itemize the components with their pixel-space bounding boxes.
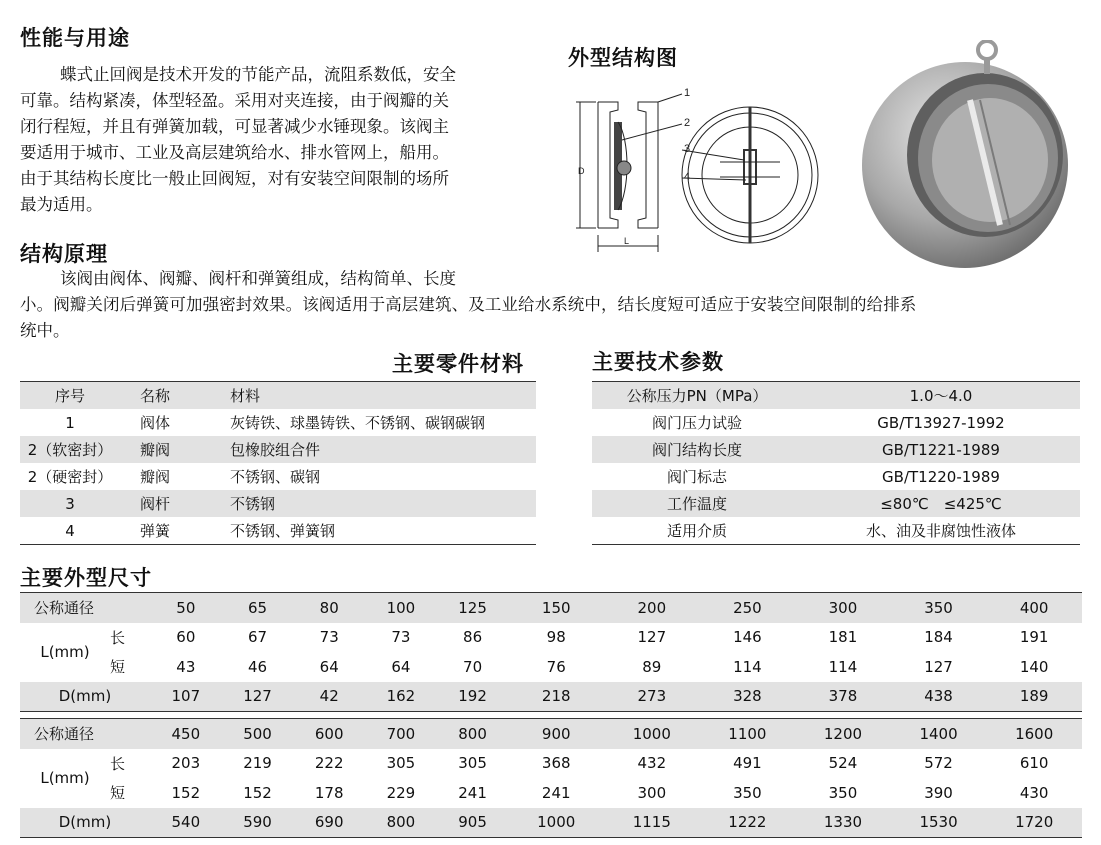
table-cell: 2（软密封）: [20, 436, 120, 463]
dn-value: 450: [150, 719, 222, 749]
diameter-value: 192: [437, 682, 509, 712]
diameter-value: 1720: [986, 808, 1082, 838]
length-long-value: 73: [391, 628, 411, 647]
table-row: [592, 436, 1080, 463]
table-cell: 灰铸铁、球墨铸铁、不锈钢、碳钢碳钢: [230, 414, 486, 432]
length-short-value: 89: [642, 657, 662, 676]
dn-value: 125: [437, 593, 509, 623]
diameter-row: [20, 808, 1082, 838]
length-short-value: 241: [458, 783, 487, 802]
specs-title: 主要技术参数: [592, 349, 724, 374]
length-long-row: [20, 623, 1082, 653]
length-short-row: [20, 652, 1082, 682]
spec-value: 水、油及非腐蚀性液体: [802, 517, 1080, 545]
performance-line: 可靠。结构紧凑，体型轻盈。采用对夹连接，由于阀瓣的关: [20, 91, 449, 110]
length-long-value: 610: [1019, 754, 1049, 773]
table-header-row: [20, 382, 536, 410]
length-label: L(mm): [40, 643, 90, 661]
length-long-value: 524: [828, 754, 858, 773]
table-row: [20, 463, 536, 490]
parts-table: [20, 381, 536, 545]
diameter-value: 273: [604, 682, 700, 712]
dn-value: 800: [437, 719, 509, 749]
diameter-value: 1000: [508, 808, 604, 838]
dn-value: 80: [293, 593, 365, 623]
performance-line: 最为适用。: [20, 195, 103, 214]
length-long-value: 368: [541, 754, 571, 773]
dn-label: 公称通径: [20, 719, 150, 749]
diameter-label: D(mm): [20, 682, 150, 712]
dn-value: 300: [795, 593, 891, 623]
diameter-value: 328: [700, 682, 796, 712]
spec-label: 公称压力PN（MPa）: [592, 382, 802, 410]
dim-D-label: D: [578, 166, 585, 176]
table-row: [20, 409, 536, 436]
diameter-value: 1222: [700, 808, 796, 838]
dn-value: 100: [365, 593, 437, 623]
table-row: [592, 490, 1080, 517]
dn-value: 500: [222, 719, 294, 749]
callout-4: 4: [684, 171, 691, 183]
performance-line: 要适用于城市、工业及高层建筑给水、排水管网上，船用。: [20, 143, 449, 162]
diameter-value: 438: [891, 682, 987, 712]
diameter-value: 540: [150, 808, 222, 838]
length-long-value: 181: [828, 628, 858, 647]
table-cell: 4: [20, 517, 120, 545]
diameter-value: 690: [293, 808, 365, 838]
length-short-value: 64: [319, 657, 339, 676]
diameter-value: 189: [986, 682, 1082, 712]
length-long-value: 60: [176, 628, 196, 647]
diameter-value: 107: [150, 682, 222, 712]
length-label: L(mm): [40, 769, 90, 787]
length-long-label: 长: [110, 628, 126, 647]
diameter-label: D(mm): [20, 808, 150, 838]
dn-value: 150: [508, 593, 604, 623]
table-row: [592, 463, 1080, 490]
length-short-value: 241: [541, 783, 571, 802]
length-short-value: 229: [386, 783, 416, 802]
length-short-value: 114: [733, 657, 762, 676]
dn-value: 250: [700, 593, 796, 623]
callout-1: 1: [684, 87, 691, 99]
performance-line: 由于其结构长度比一般止回阀短，对有安装空间限制的场所: [20, 169, 449, 188]
length-short-value: 46: [247, 657, 268, 676]
dn-value: 1200: [795, 719, 891, 749]
dn-value: 600: [293, 719, 365, 749]
length-long-value: 305: [386, 754, 416, 773]
length-long-value: 184: [924, 628, 953, 647]
length-short-value: 140: [1019, 657, 1049, 676]
length-long-label: 长: [110, 754, 126, 773]
length-short-value: 114: [828, 657, 858, 676]
length-long-value: 203: [171, 754, 201, 773]
spec-label: 阀门结构长度: [592, 436, 802, 463]
structure-line: 该阀由阀体、阀瓣、阀杆和弹簧组成，结构简单、长度: [60, 269, 456, 288]
length-short-value: 127: [924, 657, 953, 676]
length-short-value: 64: [391, 657, 411, 676]
length-short-value: 300: [637, 783, 667, 802]
length-short-value: 390: [924, 783, 953, 802]
length-long-value: 222: [314, 754, 344, 773]
dn-label: 公称通径: [20, 593, 150, 623]
length-long-value: 67: [247, 628, 268, 647]
valve-photo: [850, 40, 1090, 270]
performance-line: 闭行程短，并且有弹簧加载，可显著减少水锤现象。该阀主: [20, 117, 449, 136]
dn-row: [20, 593, 1082, 623]
length-long-value: 127: [637, 628, 667, 647]
performance-line: 蝶式止回阀是技术开发的节能产品，流阻系数低，安全: [60, 65, 456, 84]
dn-value: 1100: [700, 719, 796, 749]
performance-title: 性能与用途: [20, 25, 130, 50]
spec-label: 适用介质: [592, 517, 802, 545]
table-row: [20, 517, 536, 545]
length-short-value: 350: [733, 783, 762, 802]
spec-value: GB/T1221-1989: [802, 436, 1080, 463]
table-cell: 2（硬密封）: [27, 468, 113, 486]
length-short-value: 43: [176, 657, 196, 676]
table-cell: 3: [20, 490, 120, 517]
header-cell: 序号: [20, 382, 120, 410]
length-long-value: 432: [637, 754, 667, 773]
table-row: [592, 382, 1080, 410]
diameter-value: 1330: [795, 808, 891, 838]
dn-value: 900: [508, 719, 604, 749]
length-long-value: 191: [1019, 628, 1049, 647]
length-long-value: 219: [243, 754, 272, 773]
diameter-value: 127: [222, 682, 294, 712]
structure-line: 小。阀瓣关闭后弹簧可加强密封效果。该阀适用于高层建筑、及工业给水系统中，结长度短可适应于安装空间限制的给排系: [20, 295, 917, 314]
length-short-value: 152: [171, 783, 201, 802]
diagram-title: 外型结构图: [568, 45, 678, 70]
diameter-value: 1115: [604, 808, 700, 838]
dn-value: 65: [222, 593, 294, 623]
length-short-value: 430: [1019, 783, 1049, 802]
dn-value: 350: [891, 593, 987, 623]
dn-value: 1600: [986, 719, 1082, 749]
performance-text: [20, 62, 550, 218]
dimensions-table: [20, 592, 1082, 838]
length-long-value: 86: [463, 628, 483, 647]
spec-value: GB/T13927-1992: [877, 413, 1005, 432]
spec-value: ≤80℃ ≤425℃: [802, 490, 1080, 517]
table-row: [20, 490, 536, 517]
spec-label: 工作温度: [592, 490, 802, 517]
table-row: [20, 436, 536, 463]
length-short-value: 70: [463, 657, 483, 676]
callout-3: 3: [684, 143, 691, 155]
specs-table: [592, 381, 1080, 545]
table-cell: 不锈钢、弹簧钢: [210, 517, 536, 545]
length-short-value: 178: [314, 783, 344, 802]
dim-L-label: L: [624, 236, 630, 246]
length-short-label: 短: [110, 658, 126, 677]
table-cell: 不锈钢: [210, 490, 536, 517]
length-long-row: [20, 749, 1082, 779]
spec-value: GB/T1220-1989: [882, 467, 1000, 486]
length-short-value: 152: [243, 783, 272, 802]
length-long-value: 98: [546, 628, 566, 647]
dn-value: 50: [150, 593, 222, 623]
length-short-row: [20, 778, 1082, 808]
structure-title: 结构原理: [20, 241, 108, 266]
valve-structure-diagram: [570, 80, 840, 260]
spec-label: 阀门压力试验: [651, 414, 742, 432]
dn-row: [20, 719, 1082, 749]
diameter-value: 905: [437, 808, 509, 838]
dimensions-title: 主要外型尺寸: [20, 565, 152, 590]
table-cell: 瓣阀: [120, 436, 210, 463]
dn-value: 1000: [604, 719, 700, 749]
spec-label: 阀门标志: [666, 468, 727, 486]
length-long-value: 146: [733, 628, 762, 647]
diameter-value: 800: [365, 808, 437, 838]
parts-title: 主要零件材料: [392, 351, 524, 376]
spec-value: 1.0～4.0: [802, 382, 1080, 410]
table-cell: 阀杆: [120, 490, 210, 517]
length-short-label: 短: [110, 784, 126, 803]
length-long-value: 305: [458, 754, 487, 773]
table-cell: 1: [65, 413, 75, 432]
dn-value: 200: [604, 593, 700, 623]
callout-2: 2: [684, 117, 691, 129]
table-cell: 弹簧: [120, 517, 210, 545]
diameter-row: [20, 682, 1082, 712]
diameter-value: 218: [508, 682, 604, 712]
length-short-value: 350: [828, 783, 858, 802]
table-cell: 不锈钢、碳钢: [230, 468, 321, 486]
structure-text: [20, 266, 1095, 344]
length-long-value: 572: [924, 754, 953, 773]
diameter-value: 42: [293, 682, 365, 712]
diameter-value: 162: [365, 682, 437, 712]
block-spacer: [20, 712, 1082, 719]
table-cell: 瓣阀: [140, 468, 171, 486]
table-cell: 包橡胶组合件: [210, 436, 536, 463]
diameter-value: 590: [222, 808, 294, 838]
structure-line: 统中。: [20, 321, 70, 340]
header-cell: 名称: [120, 382, 210, 410]
length-long-value: 73: [319, 628, 339, 647]
table-cell: 阀体: [140, 414, 171, 432]
dn-value: 700: [365, 719, 437, 749]
diameter-value: 378: [795, 682, 891, 712]
dn-value: 1400: [891, 719, 987, 749]
table-row: [592, 409, 1080, 436]
length-short-value: 76: [546, 657, 566, 676]
header-cell: 材料: [210, 382, 536, 410]
length-long-value: 491: [733, 754, 762, 773]
dn-value: 400: [986, 593, 1082, 623]
table-row: [592, 517, 1080, 545]
diameter-value: 1530: [891, 808, 987, 838]
